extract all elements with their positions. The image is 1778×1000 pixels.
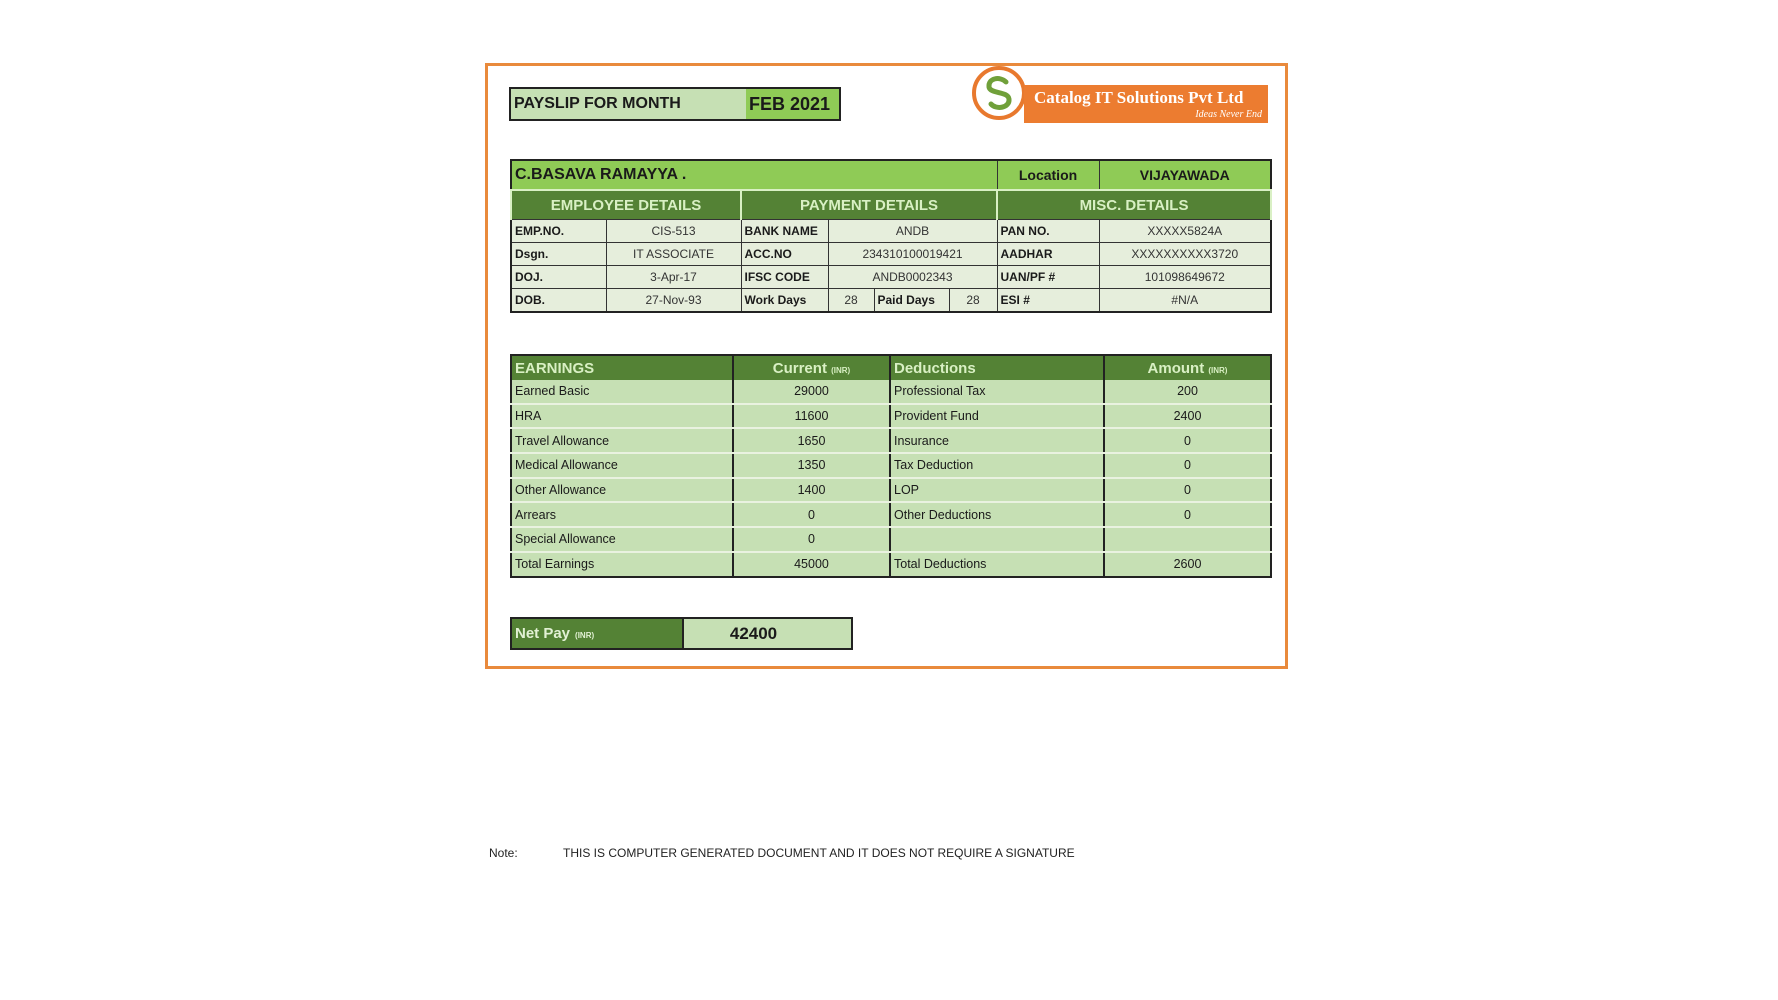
misc-details-header: MISC. DETAILS	[997, 190, 1271, 220]
deduction-label: Tax Deduction	[890, 453, 1104, 478]
earning-value: 1350	[733, 453, 890, 478]
ifsc-value: ANDB0002343	[828, 266, 997, 289]
deduction-label: LOP	[890, 478, 1104, 503]
earnings-header: EARNINGS	[511, 355, 733, 380]
uan-value: 101098649672	[1099, 266, 1271, 289]
earning-label: Medical Allowance	[511, 453, 733, 478]
details-row	[511, 220, 1271, 243]
company-name: Catalog IT Solutions Pvt Ltd	[1034, 88, 1244, 107]
current-header-label: Current	[772, 359, 827, 377]
net-pay-unit: (INR)	[575, 630, 595, 640]
earning-value: 29000	[733, 380, 890, 404]
earning-label: Earned Basic	[511, 380, 733, 404]
deduction-label: Insurance	[890, 428, 1104, 453]
catalog-s-logo-icon	[972, 66, 1026, 120]
bank-name-value: ANDB	[828, 220, 997, 243]
location-label: Location	[997, 160, 1099, 190]
amount-header	[1104, 355, 1271, 380]
total-earnings-label: Total Earnings	[511, 552, 733, 577]
earning-value: 0	[733, 502, 890, 527]
earnings-deductions-table	[510, 354, 1272, 578]
esi-value: #N/A	[1099, 289, 1271, 313]
pay-row	[511, 527, 1271, 552]
dob-value: 27-Nov-93	[606, 289, 741, 313]
deduction-value: 0	[1104, 453, 1271, 478]
pay-row	[511, 404, 1271, 429]
deduction-value: 0	[1104, 428, 1271, 453]
amount-header-label: Amount	[1147, 359, 1205, 377]
note-text: THIS IS COMPUTER GENERATED DOCUMENT AND IT DOES NOT REQUIRE A SIGNATURE	[563, 846, 1075, 860]
totals-row	[511, 552, 1271, 577]
bank-name-label: BANK NAME	[741, 220, 828, 243]
ifsc-label: IFSC CODE	[741, 266, 828, 289]
paid-days-label: Paid Days	[874, 289, 949, 313]
pay-row	[511, 453, 1271, 478]
total-deductions-label: Total Deductions	[890, 552, 1104, 577]
company-tagline: Ideas Never End	[1195, 109, 1262, 120]
employee-name: C.BASAVA RAMAYYA .	[511, 160, 997, 190]
emp-no-label: EMP.NO.	[511, 220, 606, 243]
aadhar-label: AADHAR	[997, 243, 1099, 266]
esi-label: ESI #	[997, 289, 1099, 313]
pay-row	[511, 380, 1271, 404]
pay-row	[511, 502, 1271, 527]
total-deductions-value: 2600	[1104, 552, 1271, 577]
current-unit: (INR)	[831, 365, 851, 375]
earning-label: Other Allowance	[511, 478, 733, 503]
uan-label: UAN/PF #	[997, 266, 1099, 289]
earning-value: 1400	[733, 478, 890, 503]
location-value: VIJAYAWADA	[1099, 160, 1271, 190]
deduction-value	[1104, 527, 1271, 552]
earning-label: Arrears	[511, 502, 733, 527]
aadhar-value: XXXXXXXXXX3720	[1099, 243, 1271, 266]
deduction-label: Provident Fund	[890, 404, 1104, 429]
pay-row	[511, 428, 1271, 453]
emp-no-value: CIS-513	[606, 220, 741, 243]
earnings-header-row	[511, 355, 1271, 380]
payment-details-header: PAYMENT DETAILS	[741, 190, 997, 220]
doj-value: 3-Apr-17	[606, 266, 741, 289]
earning-label: HRA	[511, 404, 733, 429]
employee-details-header: EMPLOYEE DETAILS	[511, 190, 741, 220]
note-label: Note:	[489, 846, 518, 860]
total-earnings-value: 45000	[733, 552, 890, 577]
employee-name-row	[511, 160, 1271, 190]
earning-label: Special Allowance	[511, 527, 733, 552]
net-pay-label: Net Pay	[515, 625, 571, 642]
acc-no-value: 234310100019421	[828, 243, 997, 266]
payslip-month: FEB 2021	[746, 89, 839, 119]
details-row	[511, 266, 1271, 289]
deductions-header: Deductions	[890, 355, 1104, 380]
deduction-label: Professional Tax	[890, 380, 1104, 404]
doj-label: DOJ.	[511, 266, 606, 289]
payslip-month-header	[509, 87, 841, 121]
current-header	[733, 355, 890, 380]
acc-no-label: ACC.NO	[741, 243, 828, 266]
section-header-row	[511, 190, 1271, 220]
dob-label: DOB.	[511, 289, 606, 313]
payslip-title: PAYSLIP FOR MONTH	[511, 89, 746, 119]
details-row	[511, 243, 1271, 266]
pan-label: PAN NO.	[997, 220, 1099, 243]
work-days-label: Work Days	[741, 289, 828, 313]
earning-label: Travel Allowance	[511, 428, 733, 453]
deduction-value: 2400	[1104, 404, 1271, 429]
deduction-value: 0	[1104, 502, 1271, 527]
employee-details-table	[510, 159, 1272, 313]
deduction-value: 200	[1104, 380, 1271, 404]
dsgn-label: Dsgn.	[511, 243, 606, 266]
paid-days-value: 28	[949, 289, 997, 313]
net-pay-label-cell	[512, 619, 684, 648]
work-days-value: 28	[828, 289, 874, 313]
earning-value: 11600	[733, 404, 890, 429]
amount-unit: (INR)	[1208, 365, 1228, 375]
pan-value: XXXXX5824A	[1099, 220, 1271, 243]
net-pay-box	[510, 617, 853, 650]
earning-value: 1650	[733, 428, 890, 453]
earning-value: 0	[733, 527, 890, 552]
pay-row	[511, 478, 1271, 503]
deduction-label: Other Deductions	[890, 502, 1104, 527]
details-row	[511, 289, 1271, 313]
deduction-label	[890, 527, 1104, 552]
deduction-value: 0	[1104, 478, 1271, 503]
dsgn-value: IT ASSOCIATE	[606, 243, 741, 266]
net-pay-value: 42400	[684, 619, 851, 648]
